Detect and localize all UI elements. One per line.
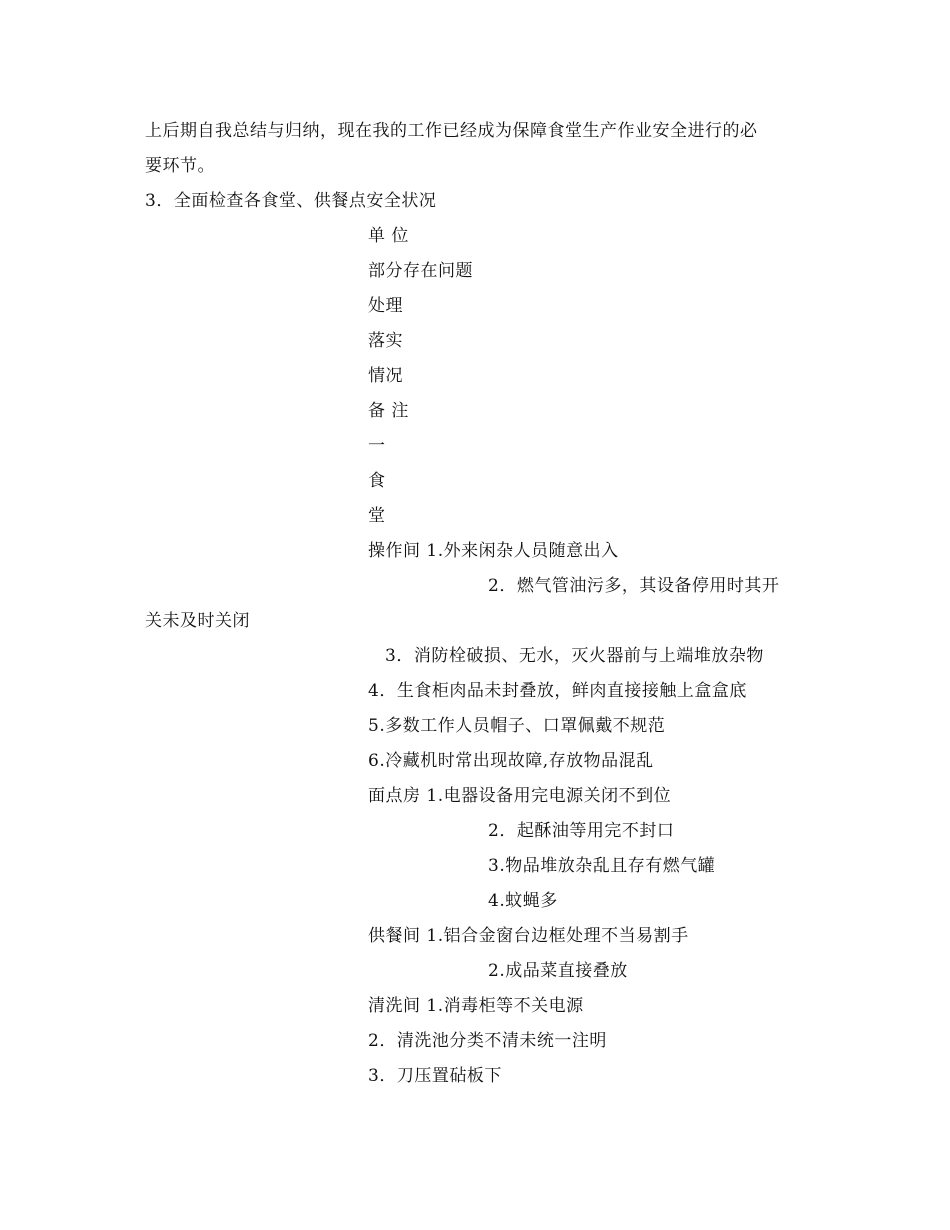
washing-room-item-1: 清洗间 1.消毒柜等不关电源: [368, 996, 584, 1016]
washing-room-item-3: 3．刀压置砧板下: [368, 1066, 502, 1086]
header-handling: 处理: [368, 296, 403, 316]
header-problems: 部分存在问题: [368, 261, 473, 281]
operation-room-item-2-part-2: 关未及时关闭: [145, 611, 250, 631]
section-heading: 3．全面检查各食堂、供餐点安全状况: [145, 191, 437, 211]
operation-room-item-5: 5.多数工作人员帽子、口罩佩戴不规范: [368, 716, 666, 736]
paragraph-line-1: 上后期自我总结与归纳，现在我的工作已经成为保障食堂生产作业安全进行的必: [145, 121, 758, 141]
unit-char-2: 食: [368, 471, 386, 491]
serving-room-item-1: 供餐间 1.铝合金窗台边框处理不当易割手: [368, 926, 689, 946]
operation-room-item-3: 3．消防栓破损、无水，灭火器前与上端堆放杂物: [385, 646, 764, 666]
header-status: 情况: [368, 366, 403, 386]
pastry-room-item-4: 4.蚊蝇多: [488, 891, 558, 911]
pastry-room-item-3: 3.物品堆放杂乱且存有燃气罐: [488, 856, 716, 876]
washing-room-item-2: 2．清洗池分类不清未统一注明: [368, 1031, 607, 1051]
header-unit: 单 位: [368, 226, 409, 246]
operation-room-item-2-part-1: 2．燃气管油污多，其设备停用时其开: [488, 576, 780, 596]
header-implementation: 落实: [368, 331, 403, 351]
unit-char-3: 堂: [368, 506, 386, 526]
operation-room-item-1: 操作间 1.外来闲杂人员随意出入: [368, 541, 619, 561]
header-remarks: 备 注: [368, 401, 409, 421]
pastry-room-item-2: 2．起酥油等用完不封口: [488, 821, 675, 841]
operation-room-item-4: 4．生食柜肉品未封叠放，鲜肉直接接触上盒盒底: [368, 681, 747, 701]
serving-room-item-2: 2.成品菜直接叠放: [488, 961, 628, 981]
paragraph-line-2: 要环节。: [145, 156, 215, 176]
unit-char-1: 一: [368, 436, 386, 456]
pastry-room-item-1: 面点房 1.电器设备用完电源关闭不到位: [368, 786, 672, 806]
operation-room-item-6: 6.冷藏机时常出现故障,存放物品混乱: [368, 751, 654, 771]
